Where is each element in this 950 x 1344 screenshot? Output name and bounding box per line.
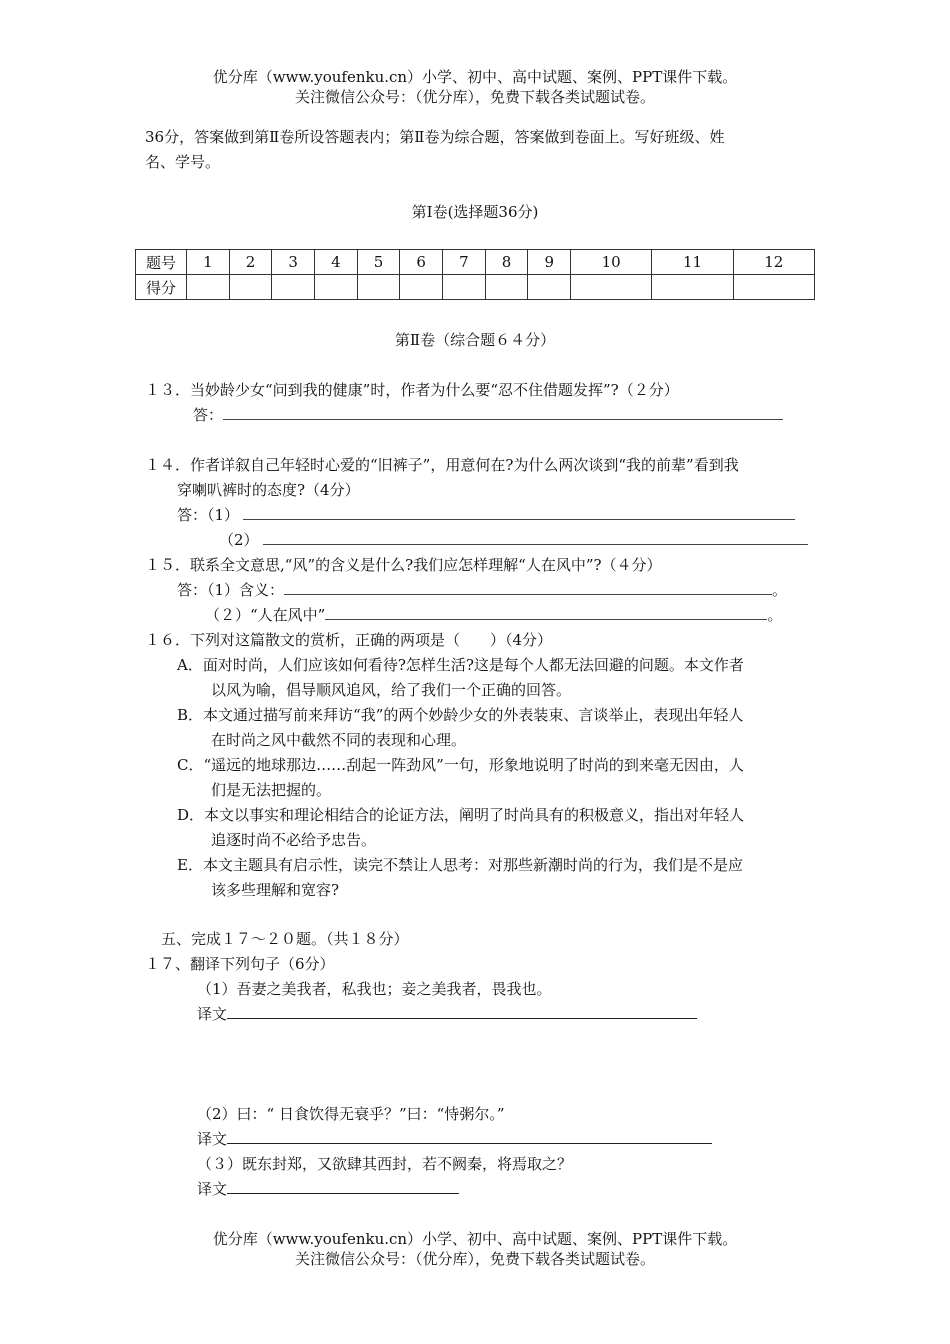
question-14-line-1: １４．作者详叙自己年轻时心爱的“旧裤子”，用意何在?为什么两次谈到“我的前辈”看到我 bbox=[145, 456, 739, 474]
option-d-line-2: 追逐时尚不必给予忠告。 bbox=[211, 831, 377, 849]
question-14-answer-2 bbox=[219, 529, 808, 550]
table-cell-number: 2 bbox=[229, 250, 272, 275]
translation-label: 译文 bbox=[197, 1130, 228, 1148]
question-14-answer-1 bbox=[177, 504, 795, 525]
intro-line-1: 36分，答案做到第Ⅱ卷所设答题表内；第Ⅱ卷为综合题，答案做到卷面上。写好班级、姓 bbox=[145, 128, 725, 146]
table-cell-score[interactable] bbox=[315, 275, 358, 300]
table-cell-number: 11 bbox=[652, 250, 733, 275]
translation-2 bbox=[197, 1128, 712, 1149]
header-line-1: 优分库（www.youfenku.cn）小学、初中、高中试题、案例、PPT课件下载。 bbox=[212, 68, 738, 86]
answer-label: （2） bbox=[219, 531, 259, 549]
question-17-title: １７、翻译下列句子（6分） bbox=[145, 955, 335, 973]
table-row-numbers bbox=[136, 250, 815, 275]
translation-line[interactable] bbox=[227, 1179, 459, 1194]
answer-label: 答：（1）含义： bbox=[177, 581, 285, 599]
option-c-line-1: C．“遥远的地球那边……刮起一阵劲风”一句，形象地说明了时尚的到来毫无因由，人 bbox=[177, 756, 744, 774]
end-mark: 。 bbox=[767, 606, 783, 624]
option-e-line-2: 该多些理解和宽容? bbox=[211, 881, 340, 899]
row-label-number: 题号 bbox=[136, 250, 187, 275]
option-a-line-2: 以风为喻，倡导顺风追风，给了我们一个正确的回答。 bbox=[211, 681, 572, 699]
translation-label: 译文 bbox=[197, 1180, 228, 1198]
table-cell-number: 6 bbox=[400, 250, 443, 275]
translation-line[interactable] bbox=[227, 1004, 697, 1019]
sentence-2: （2）曰：“ 日食饮得无衰乎？”曰：“恃粥尔。” bbox=[197, 1105, 505, 1123]
option-d-line-1: D．本文以事实和理论相结合的论证方法，阐明了时尚具有的积极意义，指出对年轻人 bbox=[177, 806, 745, 824]
question-16: １６．下列对这篇散文的赏析，正确的两项是（ ）（4分） bbox=[145, 631, 553, 649]
section-5-title: 五、完成１７～２０题。（共１８分） bbox=[161, 930, 409, 948]
table-cell-score[interactable] bbox=[571, 275, 652, 300]
table-cell-number: 3 bbox=[272, 250, 315, 275]
question-15-answer-1 bbox=[177, 579, 787, 600]
option-c-line-2: 们是无法把握的。 bbox=[211, 781, 332, 799]
question-13-answer bbox=[193, 404, 783, 425]
answer-line[interactable] bbox=[325, 605, 767, 620]
part2-title: 第Ⅱ卷（综合题６４分） bbox=[394, 331, 556, 349]
table-cell-score[interactable] bbox=[443, 275, 486, 300]
intro-line-2: 名、学号。 bbox=[145, 153, 221, 171]
table-cell-score[interactable] bbox=[652, 275, 733, 300]
table-cell-score[interactable] bbox=[272, 275, 315, 300]
table-cell-score[interactable] bbox=[400, 275, 443, 300]
table-cell-number: 10 bbox=[571, 250, 652, 275]
table-cell-score[interactable] bbox=[528, 275, 571, 300]
part1-title: 第Ⅰ卷(选择题36分) bbox=[411, 203, 539, 221]
table-cell-number: 4 bbox=[315, 250, 358, 275]
answer-line[interactable] bbox=[223, 405, 783, 420]
header-line-2: 关注微信公众号：（优分库），免费下载各类试题试卷。 bbox=[294, 88, 655, 106]
row-label-score: 得分 bbox=[136, 275, 187, 300]
score-table bbox=[135, 249, 815, 300]
answer-label: 答：（1） bbox=[177, 506, 240, 524]
table-cell-number: 1 bbox=[187, 250, 230, 275]
option-e-line-1: E．本文主题具有启示性，读完不禁让人思考：对那些新潮时尚的行为，我们是不是应 bbox=[177, 856, 743, 874]
table-cell-score[interactable] bbox=[187, 275, 230, 300]
table-cell-number: 12 bbox=[733, 250, 814, 275]
question-15: １５．联系全文意思,“风”的含义是什么?我们应怎样理解“人在风中”?（４分） bbox=[145, 556, 662, 574]
option-b-line-1: B．本文通过描写前来拜访“我”的两个妙龄少女的外表装束、言谈举止，表现出年轻人 bbox=[177, 706, 744, 724]
footer-line-2: 关注微信公众号：（优分库），免费下载各类试题试卷。 bbox=[294, 1250, 655, 1268]
table-cell-score[interactable] bbox=[733, 275, 814, 300]
table-cell-number: 5 bbox=[357, 250, 400, 275]
option-a-line-1: A．面对时尚，人们应该如何看待?怎样生活?这是每个人都无法回避的问题。本文作者 bbox=[177, 656, 744, 674]
question-14-line-2: 穿喇叭裤时的态度?（4分） bbox=[177, 481, 360, 499]
translation-line[interactable] bbox=[227, 1129, 712, 1144]
answer-line[interactable] bbox=[263, 530, 808, 545]
table-cell-score[interactable] bbox=[357, 275, 400, 300]
table-cell-score[interactable] bbox=[485, 275, 528, 300]
footer-line-1: 优分库（www.youfenku.cn）小学、初中、高中试题、案例、PPT课件下载。 bbox=[212, 1230, 738, 1248]
translation-3 bbox=[197, 1178, 459, 1199]
answer-label: （２）“人在风中” bbox=[205, 606, 326, 624]
sentence-3: （３）既东封郑，又欲肆其西封，若不阙秦，将焉取之？ bbox=[197, 1155, 573, 1173]
answer-label: 答： bbox=[193, 406, 224, 424]
question-13: １３．当妙龄少女“问到我的健康”时，作者为什么要“忍不住借题发挥”?（２分） bbox=[145, 381, 679, 399]
table-cell-number: 7 bbox=[443, 250, 486, 275]
table-cell-number: 9 bbox=[528, 250, 571, 275]
table-cell-number: 8 bbox=[485, 250, 528, 275]
table-cell-score[interactable] bbox=[229, 275, 272, 300]
end-mark: 。 bbox=[772, 581, 788, 599]
translation-1 bbox=[197, 1003, 697, 1024]
translation-label: 译文 bbox=[197, 1005, 228, 1023]
option-b-line-2: 在时尚之风中截然不同的表现和心理。 bbox=[211, 731, 467, 749]
question-15-answer-2 bbox=[205, 604, 782, 625]
sentence-1: （1）吾妻之美我者，私我也；妾之美我者，畏我也。 bbox=[197, 980, 552, 998]
table-row-scores bbox=[136, 275, 815, 300]
answer-line[interactable] bbox=[243, 505, 795, 520]
answer-line[interactable] bbox=[284, 580, 772, 595]
